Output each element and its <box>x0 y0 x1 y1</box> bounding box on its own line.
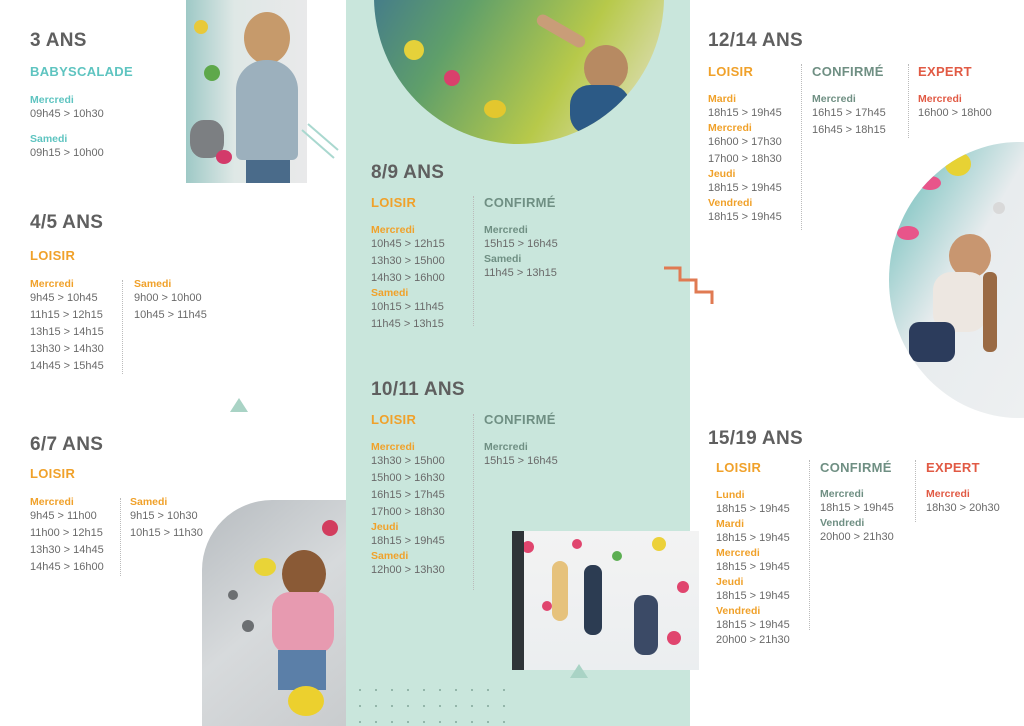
schedule-column <box>708 93 782 226</box>
schedule-column <box>820 488 894 546</box>
level-loisir: LOISIR <box>708 64 754 79</box>
time-slot: 10h15 > 11h45 <box>371 301 444 313</box>
time-slot: 18h15 > 19h45 <box>820 502 894 514</box>
time-slot: 10h45 > 12h15 <box>371 238 445 250</box>
time-slot: 16h00 > 18h00 <box>918 107 992 119</box>
day-label: Mercredi <box>708 122 752 134</box>
time-slot: 9h45 > 10h45 <box>30 292 98 304</box>
level-loisir: LOISIR <box>371 195 417 210</box>
level-loisir: LOISIR <box>30 466 76 481</box>
time-slot: 18h15 > 19h45 <box>716 561 790 573</box>
time-slot: 9h45 > 11h00 <box>30 510 97 522</box>
time-slot: 13h30 > 15h00 <box>371 255 445 267</box>
age-3-title: 3 ANS <box>30 30 87 51</box>
day-label: Mercredi <box>30 94 74 106</box>
schedule-column <box>484 441 558 470</box>
time-slot: 15h15 > 16h45 <box>484 238 558 250</box>
time-slot: 13h30 > 14h45 <box>30 544 104 556</box>
time-slot: 10h45 > 11h45 <box>134 309 207 321</box>
schedule-column <box>484 224 558 282</box>
time-slot: 18h15 > 19h45 <box>708 211 782 223</box>
day-label: Lundi <box>716 489 745 501</box>
time-slot: 9h00 > 10h00 <box>134 292 202 304</box>
day-label: Samedi <box>371 550 409 562</box>
day-label: Mardi <box>708 93 737 105</box>
time-slot: 11h00 > 12h15 <box>30 527 103 539</box>
time-slot: 09h45 > 10h30 <box>30 108 104 120</box>
child-climbing-photo <box>186 0 307 183</box>
time-slot: 18h15 > 19h45 <box>708 182 782 194</box>
time-slot: 18h15 > 19h45 <box>371 535 445 547</box>
schedule-column <box>371 441 445 579</box>
day-label: Mercredi <box>371 224 415 236</box>
time-slot: 13h15 > 14h15 <box>30 326 104 338</box>
day-label: Samedi <box>484 253 522 265</box>
schedule-column <box>716 488 790 648</box>
time-slot: 18h15 > 19h45 <box>708 107 782 119</box>
dot-pattern <box>352 682 512 726</box>
day-label: Vendredi <box>708 197 753 209</box>
stairs-decoration <box>662 266 718 308</box>
day-label: Samedi <box>30 133 68 145</box>
age-8-9-title: 8/9 ANS <box>371 162 445 183</box>
day-label: Mercredi <box>484 441 528 453</box>
time-slot: 14h45 > 16h00 <box>30 561 104 573</box>
day-label: Jeudi <box>708 168 736 180</box>
time-slot: 9h15 > 10h30 <box>130 510 198 522</box>
level-confirme: CONFIRMÉ <box>812 64 884 79</box>
day-label: Vendredi <box>820 517 865 529</box>
time-slot: 11h15 > 12h15 <box>30 309 103 321</box>
time-slot: 16h15 > 17h45 <box>812 107 886 119</box>
level-confirme: CONFIRMÉ <box>484 412 556 427</box>
schedule-column <box>134 278 207 324</box>
time-slot: 17h00 > 18h30 <box>371 506 445 518</box>
day-label: Mercredi <box>371 441 415 453</box>
day-label: Mercredi <box>812 93 856 105</box>
kids-group-climbing-photo <box>512 531 699 670</box>
triangle-decoration <box>230 398 248 412</box>
time-slot: 15h00 > 16h30 <box>371 472 445 484</box>
time-slot: 11h45 > 13h15 <box>484 267 557 279</box>
time-slot: 16h15 > 17h45 <box>371 489 445 501</box>
day-label: Mercredi <box>484 224 528 236</box>
level-confirme: CONFIRMÉ <box>820 460 892 475</box>
age-6-7-title: 6/7 ANS <box>30 434 104 455</box>
day-label: Mercredi <box>926 488 970 500</box>
girl-climbing-photo <box>202 500 346 726</box>
age-3-schedule <box>30 94 104 162</box>
triangle-decoration <box>570 664 588 678</box>
age-4-5-title: 4/5 ANS <box>30 212 104 233</box>
day-label: Mercredi <box>30 496 74 508</box>
column-divider <box>908 64 909 138</box>
level-loisir: LOISIR <box>371 412 417 427</box>
day-label: Mercredi <box>716 547 760 559</box>
day-label: Mercredi <box>820 488 864 500</box>
time-slot: 16h00 > 17h30 <box>708 136 782 148</box>
time-slot: 18h15 > 19h45 <box>716 590 790 602</box>
column-divider <box>473 414 474 590</box>
day-label: Mercredi <box>30 278 74 290</box>
day-label: Samedi <box>130 496 168 508</box>
age-15-19-title: 15/19 ANS <box>708 428 803 449</box>
column-divider <box>122 280 123 374</box>
column-divider <box>915 460 916 522</box>
column-divider <box>809 460 810 630</box>
day-label: Mercredi <box>918 93 962 105</box>
time-slot: 09h15 > 10h00 <box>30 147 104 159</box>
babyscalade-label: BABYSCALADE <box>30 64 133 79</box>
schedule-column <box>130 496 203 542</box>
time-slot: 14h45 > 15h45 <box>30 360 104 372</box>
age-12-14-title: 12/14 ANS <box>708 30 803 51</box>
teen-girl-climbing-photo <box>889 142 1024 418</box>
time-slot: 18h15 > 19h45 <box>716 532 790 544</box>
schedule-column <box>926 488 1000 517</box>
time-slot: 16h45 > 18h15 <box>812 124 886 136</box>
schedule-column <box>812 93 886 139</box>
column-divider <box>120 498 121 576</box>
level-expert: EXPERT <box>926 460 980 475</box>
time-slot: 11h45 > 13h15 <box>371 318 444 330</box>
day-label: Vendredi <box>716 605 761 617</box>
time-slot: 15h15 > 16h45 <box>484 455 558 467</box>
column-divider <box>801 64 802 230</box>
lines-decoration <box>300 122 340 162</box>
time-slot: 12h00 > 13h30 <box>371 564 445 576</box>
time-slot: 13h30 > 15h00 <box>371 455 445 467</box>
time-slot: 13h30 > 14h30 <box>30 343 104 355</box>
schedule-column <box>371 224 445 333</box>
column-divider <box>473 196 474 326</box>
time-slot: 20h00 > 21h30 <box>820 531 894 543</box>
day-label: Samedi <box>134 278 172 290</box>
level-confirme: CONFIRMÉ <box>484 195 556 210</box>
level-loisir: LOISIR <box>716 460 762 475</box>
day-label: Mardi <box>716 518 745 530</box>
day-label: Jeudi <box>371 521 399 533</box>
time-slot: 17h00 > 18h30 <box>708 153 782 165</box>
level-loisir: LOISIR <box>30 248 76 263</box>
time-slot: 10h15 > 11h30 <box>130 527 203 539</box>
time-slot: 20h00 > 21h30 <box>716 634 790 646</box>
schedule-column <box>918 93 992 122</box>
time-slot: 18h15 > 19h45 <box>716 503 790 515</box>
schedule-column <box>30 278 104 375</box>
time-slot: 14h30 > 16h00 <box>371 272 445 284</box>
day-label: Jeudi <box>716 576 744 588</box>
schedule-column <box>30 496 104 576</box>
day-label: Samedi <box>371 287 409 299</box>
level-expert: EXPERT <box>918 64 972 79</box>
age-10-11-title: 10/11 ANS <box>371 379 465 400</box>
time-slot: 18h15 > 19h45 <box>716 619 790 631</box>
time-slot: 18h30 > 20h30 <box>926 502 1000 514</box>
